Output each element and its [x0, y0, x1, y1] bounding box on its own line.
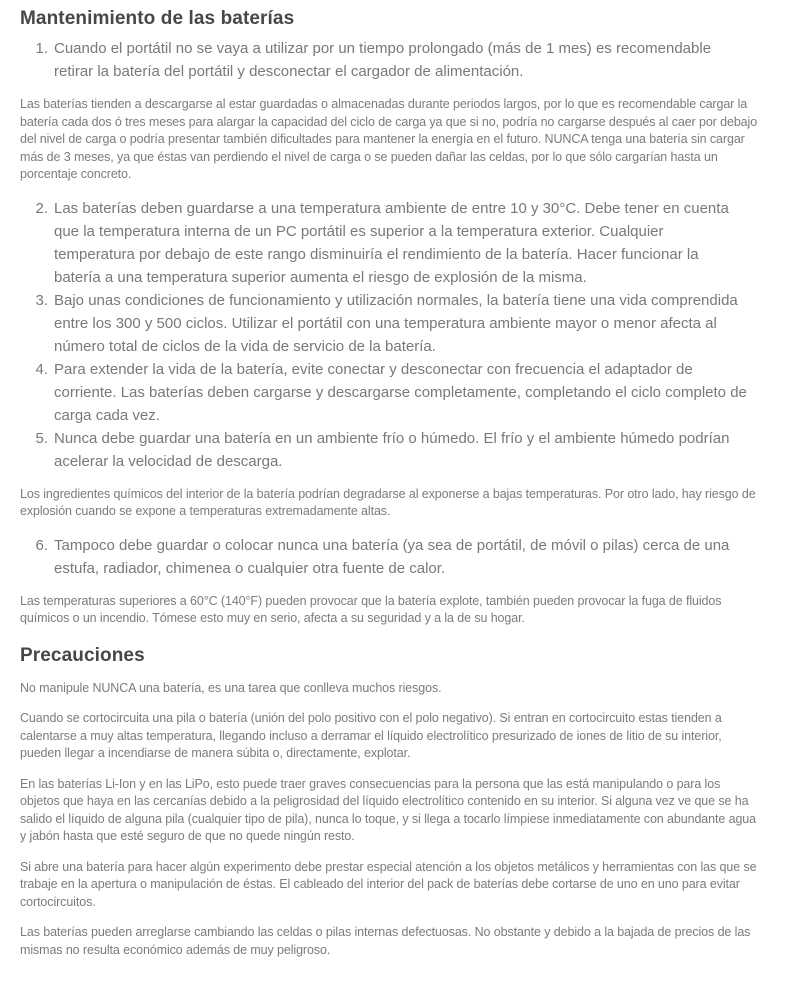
precautions-paragraph-3: En las baterías Li-Ion y en las LiPo, esto puede traer graves consecuencias para la persona que las está manipulando o para los objetos que haya en las cercanías debido a la peligrosidad del líquido electrolítico contenido en su interior. Si alguna vez ve que se ha salido el líquido de alguna pila (cualquier tipo de pila), nunca lo toque, y si llega a tocarlo límpiese inmediatamente con abundante agua y jabón hasta que esté seguro de que no quede ningún resto.: [20, 776, 756, 843]
precautions-paragraph-5: Las baterías pueden arreglarse cambiando las celdas o pilas internas defectuosas. No obstante y debido a la bajada de precios de las mismas no resulta económico además de muy peligroso.: [20, 925, 751, 957]
precautions-paragraph-4: Si abre una batería para hacer algún experimento debe prestar especial atención a los objetos metálicos y herramientas con las que se trabaje en la apertura o manipulación de éstas. El cableado del interior del pack de baterías debe cortarse de uno en uno para evitar cortocircuitos.: [20, 859, 757, 909]
list-item-number: 6.: [35, 536, 48, 554]
list-item-6: [20, 534, 748, 580]
list-item-5: [20, 427, 748, 473]
precautions-paragraph-1: No manipule NUNCA una batería, es una tarea que conlleva muchos riesgos.: [20, 680, 442, 695]
list-item-text: Cuando el portátil no se vaya a utilizar por un tiempo prolongado (más de 1 mes) es recomendable retirar la batería del portátil y desconectar el cargador de alimentación.: [54, 40, 712, 80]
section-title-precautions: Precauciones: [20, 644, 145, 666]
list-item-text: Para extender la vida de la batería, evite conectar y desconectar con frecuencia el adaptador de corriente. Las baterías deben cargarse y descargarse completamente, completando el ciclo completo de carga cada vez.: [54, 360, 747, 424]
note-temperature: Los ingredientes químicos del interior de la batería podrían degradarse al exponerse a bajas temperaturas. Por otro lado, hay riesgo de explosión cuando se expone a temperaturas extremadamente altas.: [20, 486, 756, 518]
list-item-number: 2.: [35, 199, 48, 217]
list-item-text: Nunca debe guardar una batería en un ambiente frío o húmedo. El frío y el ambiente húmedo podrían acelerar la velocidad de descarga.: [54, 429, 730, 470]
list-item-number: 1.: [35, 40, 48, 57]
list-item-text: Tampoco debe guardar o colocar nunca una batería (ya sea de portátil, de móvil o pilas) cerca de una estufa, radiador, chimenea o cualquier otra fuente de calor.: [54, 536, 730, 577]
note-storage: Las baterías tienden a descargarse al estar guardadas o almacenadas durante periodos largos, por lo que es recomendable cargar la batería cada dos ó tres meses para alargar la capacidad del ciclo de carga ya que si no, podría no cargarse después al caer por debajo del nivel de carga o podría presentar también dificultades para mantener la energía en el futuro. NUNCA tenga una batería sin cargar más de 3 meses, ya que éstas van perdiendo el nivel de carga o se pueden dañar las celdas, por lo que sólo cargarían hasta un porcentaje concreto.: [20, 97, 758, 181]
article-content: [20, 8, 758, 959]
list-item-text: Bajo unas condiciones de funcionamiento y utilización normales, la batería tiene una vida comprendida entre los 300 y 500 ciclos. Utilizar el portátil con una temperatura ambiente mayor o menor afecta al número total de ciclos de la vida de servicio de la batería.: [54, 291, 738, 355]
list-item-2: [20, 197, 748, 289]
list-item-text: Las baterías deben guardarse a una temperatura ambiente de entre 10 y 30°C. Debe tener en cuenta que la temperatura interna de un PC portátil es superior a la temperatura exterior. Cualquier temperatura por debajo de este rango disminuiría el rendimiento de la batería. Hacer funcionar la batería a una temperatura superior aumenta el riesgo de explosión de la misma.: [54, 199, 729, 286]
list-item-number: 4.: [35, 360, 48, 378]
section-title-maintenance: Mantenimiento de las baterías: [20, 8, 295, 29]
numbered-list-usage: [20, 197, 758, 473]
list-item-3: [20, 289, 748, 358]
list-item-1: [20, 37, 748, 83]
list-item-4: [20, 358, 748, 427]
numbered-list-intro: [20, 37, 758, 83]
numbered-list-heat: [20, 534, 758, 580]
list-item-number: 3.: [35, 291, 48, 309]
list-item-number: 5.: [35, 429, 48, 447]
note-heat: Las temperaturas superiores a 60°C (140°F) pueden provocar que la batería explote, también pueden provocar la fuga de fluidos químicos o un incendio. Tómese esto muy en serio, afecta a su seguridad y a la de su hogar.: [20, 593, 722, 625]
precautions-paragraph-2: Cuando se cortocircuita una pila o batería (unión del polo positivo con el polo negativo). Si entran en cortocircuito estas tienden a calentarse a muy altas temperatura, llegando incluso a derramar el líquido electrolítico presurizado de iones de litio de su interior, pueden llegar a incendiarse de manera súbita o, directamente, explotar.: [20, 711, 722, 760]
